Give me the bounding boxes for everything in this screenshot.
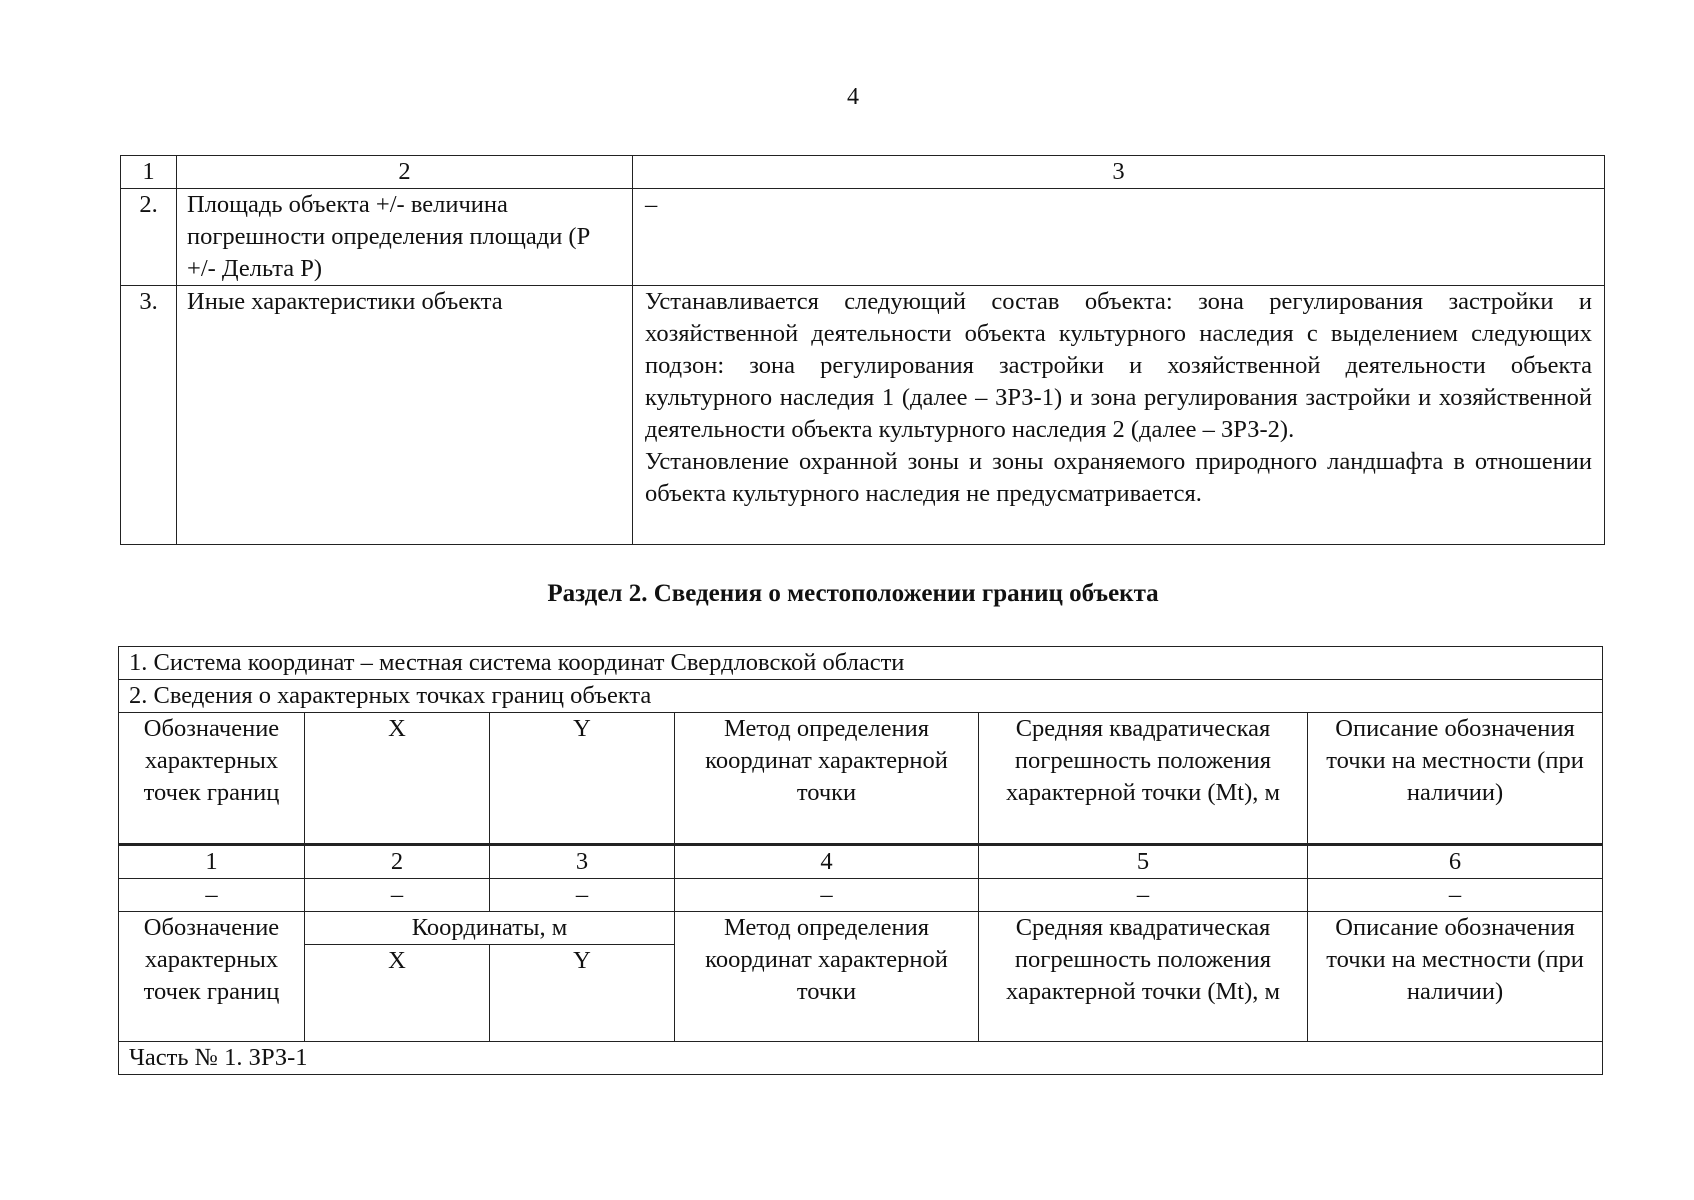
row-number: 2.: [121, 189, 177, 286]
dash-cell: –: [979, 879, 1308, 912]
table-header-row: [119, 912, 1603, 945]
row-value: [633, 286, 1605, 545]
dash-cell: –: [305, 879, 490, 912]
header-x: X: [305, 713, 490, 845]
table-header-row: [119, 713, 1603, 845]
column-number: 3: [490, 845, 675, 879]
header-designation: Обозначение характерных точек границ: [119, 713, 305, 845]
dash-cell: –: [119, 879, 305, 912]
page-number: 4: [847, 84, 859, 110]
table-row: [121, 189, 1605, 286]
object-characteristics-table: [120, 155, 1605, 545]
header-method: Метод определения координат характерной точки: [675, 713, 979, 845]
column-number: 6: [1308, 845, 1603, 879]
row-label: Иные характеристики объекта: [177, 286, 633, 545]
header-method: Метод определения координат характерной точки: [675, 912, 979, 1042]
table-row: [121, 286, 1605, 545]
boundary-points-table: [118, 646, 1603, 1075]
row-number: 3.: [121, 286, 177, 545]
table-header-row: [121, 156, 1605, 189]
column-number: 1: [119, 845, 305, 879]
column-number: 2: [305, 845, 490, 879]
column-number-3: 3: [633, 156, 1605, 189]
column-number: 4: [675, 845, 979, 879]
header-coordinates: Координаты, м: [305, 912, 675, 945]
header-y: Y: [490, 713, 675, 845]
section-title: Раздел 2. Сведения о местоположении границ объекта: [547, 580, 1159, 607]
column-number-1: 1: [121, 156, 177, 189]
header-error: Средняя квадратическая погрешность положения характерной точки (Mt), м: [979, 713, 1308, 845]
dash-cell: –: [490, 879, 675, 912]
header-y: Y: [490, 945, 675, 1042]
table-row: [119, 879, 1603, 912]
points-info-label: 2. Сведения о характерных точках границ объекта: [119, 680, 1603, 713]
column-number-2: 2: [177, 156, 633, 189]
row-value-paragraph: Установление охранной зоны и зоны охраняемого природного ландшафта в отношении объекта культурного наследия не предусматривается.: [645, 448, 1592, 507]
dash-cell: –: [675, 879, 979, 912]
part-label: Часть № 1. ЗРЗ-1: [119, 1042, 1603, 1075]
header-error: Средняя квадратическая погрешность положения характерной точки (Mt), м: [979, 912, 1308, 1042]
column-numbers-row: [119, 845, 1603, 879]
row-value-paragraph: –: [645, 191, 658, 218]
header-description: Описание обозначения точки на местности (при наличии): [1308, 713, 1603, 845]
header-description: Описание обозначения точки на местности (при наличии): [1308, 912, 1603, 1042]
header-x: X: [305, 945, 490, 1042]
part-row: [119, 1042, 1603, 1075]
column-number: 5: [979, 845, 1308, 879]
coord-system-label: 1. Система координат – местная система координат Свердловской области: [119, 647, 1603, 680]
coord-system-row: [119, 647, 1603, 680]
row-value-paragraph: Устанавливается следующий состав объекта: зона регулирования застройки и хозяйственной деятельности объекта культурного наследия с выделением следующих подзон: зона регулирования застройки и хозяйственной деятельности объекта культурного наследия 1 (далее – ЗРЗ-1) и зона регулирования застройки и хозяйственной деятельности объекта культурного наследия 2 (далее – ЗРЗ-2).: [645, 288, 1592, 443]
header-designation: Обозначение характерных точек границ: [119, 912, 305, 1042]
dash-cell: –: [1308, 879, 1603, 912]
points-info-row: [119, 680, 1603, 713]
row-value: [633, 189, 1605, 286]
row-label: Площадь объекта +/- величина погрешности определения площади (Р +/- Дельта Р): [177, 189, 633, 286]
